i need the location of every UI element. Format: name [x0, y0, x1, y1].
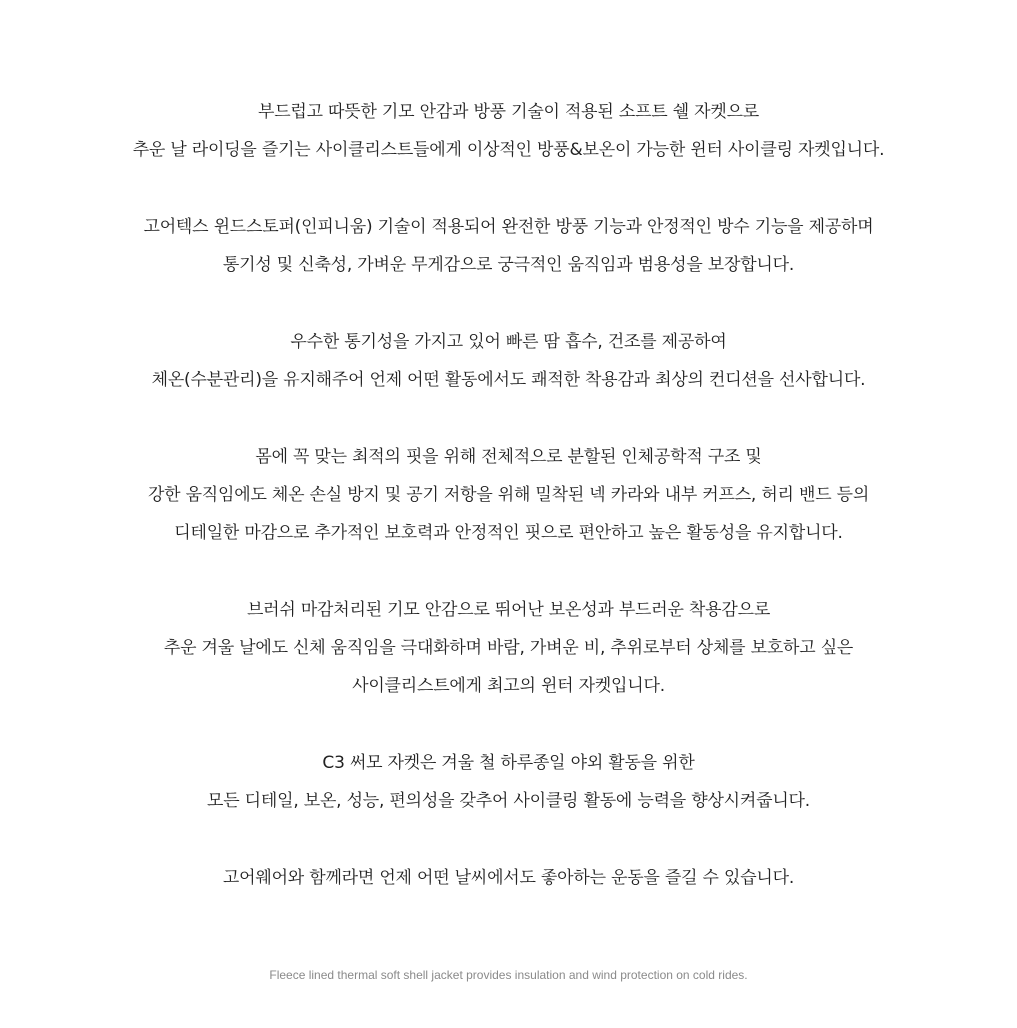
description-line: 추운 날 라이딩을 즐기는 사이클리스트들에게 이상적인 방풍&보온이 가능한 윈터 사이클링 자켓입니다. [132, 140, 885, 160]
description-paragraph-4 [0, 438, 1017, 552]
description-paragraph-3 [0, 323, 1017, 399]
description-line: 강한 움직임에도 체온 손실 방지 및 공기 저항을 위해 밀착된 넥 카라와 내부 커프스, 허리 밴드 등의 [147, 485, 870, 505]
description-line: 몸에 꼭 맞는 최적의 핏을 위해 전체적으로 분할된 인체공학적 구조 및 [255, 447, 762, 467]
description-line: 고어텍스 윈드스토퍼(인피니움) 기술이 적용되어 완전한 방풍 기능과 안정적인 방수 기능을 제공하며 [143, 217, 874, 237]
description-line: 부드럽고 따뜻한 기모 안감과 방풍 기술이 적용된 소프트 쉘 자켓으로 [257, 102, 760, 122]
description-paragraph-1 [0, 93, 1017, 169]
description-line: 추운 겨울 날에도 신체 움직임을 극대화하며 바람, 가벼운 비, 추위로부터 상체를 보호하고 싶은 [163, 638, 854, 658]
product-description [0, 93, 1017, 936]
description-paragraph-2 [0, 208, 1017, 284]
description-line: 통기성 및 신축성, 가벼운 무게감으로 궁극적인 움직임과 범용성을 보장합니다. [222, 255, 795, 275]
description-line: 모든 디테일, 보온, 성능, 편의성을 갖추어 사이클링 활동에 능력을 향상시켜줍니다. [207, 791, 810, 811]
description-paragraph-7 [0, 859, 1017, 897]
description-line: 브러쉬 마감처리된 기모 안감으로 뛰어난 보온성과 부드러운 착용감으로 [246, 600, 771, 620]
description-line: 우수한 통기성을 가지고 있어 빠른 땀 흡수, 건조를 제공하여 [290, 332, 727, 352]
description-paragraph-5 [0, 591, 1017, 705]
description-line: C3 써모 자켓은 겨울 철 하루종일 야외 활동을 위한 [322, 753, 695, 773]
description-paragraph-6 [0, 744, 1017, 820]
description-line: 체온(수분관리)을 유지해주어 언제 어떤 활동에서도 쾌적한 착용감과 최상의 컨디션을 선사합니다. [151, 370, 866, 390]
description-line: 고어웨어와 함께라면 언제 어떤 날씨에서도 좋아하는 운동을 즐길 수 있습니다. [222, 868, 795, 888]
description-line: 사이클리스트에게 최고의 윈터 자켓입니다. [352, 676, 665, 696]
image-caption: Fleece lined thermal soft shell jacket provides insulation and wind protection on cold rides. [269, 968, 748, 982]
description-line: 디테일한 마감으로 추가적인 보호력과 안정적인 핏으로 편안하고 높은 활동성을 유지합니다. [174, 523, 843, 543]
